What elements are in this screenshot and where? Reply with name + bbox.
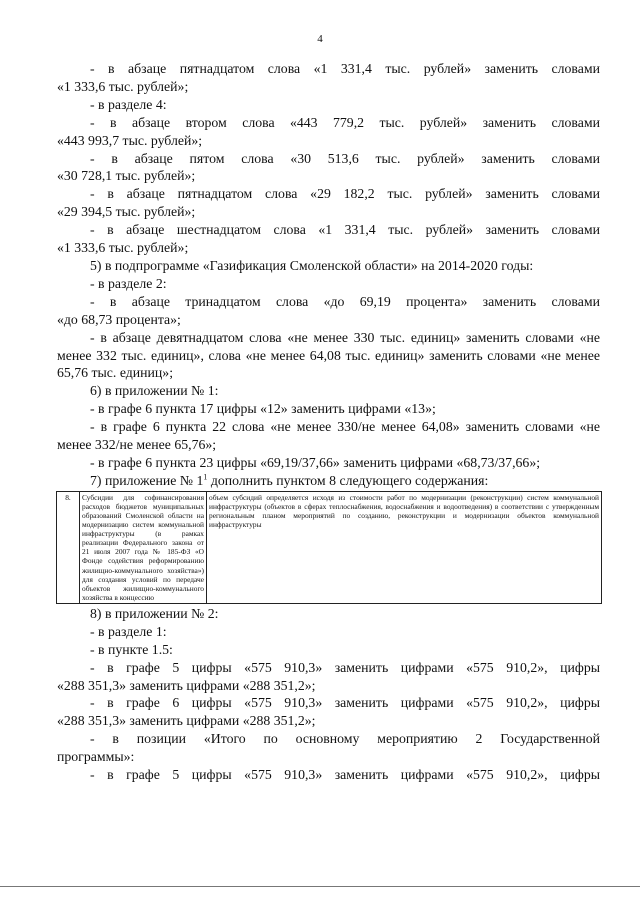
page-number: 4 (317, 33, 323, 45)
text-line: «443 993,7 тыс. рублей»; (57, 132, 203, 148)
text-line: - в графе 6 пункта 17 цифры «12» заменить цифрами «13»; (90, 401, 436, 417)
page-bottom-edge (0, 886, 640, 887)
text-line: «до 68,73 процента»; (57, 311, 181, 327)
text-line: - в пункте 1.5: (90, 641, 173, 657)
text-line: - в графе 6 пункта 23 цифры «69,19/37,66» заменить цифрами «68,73/37,66»; (90, 454, 541, 470)
table-cell-number: 8. (57, 491, 80, 603)
text-line: - в абзаце шестнадцатом слова «1 331,4 тыс. рублей» заменить словами (90, 222, 600, 238)
text-fragment: дополнить пунктом 8 следующего содержания: (207, 472, 489, 488)
text-line: - в абзаце пятом слова «30 513,6 тыс. рублей» заменить словами (90, 150, 600, 166)
text-line: - в абзаце тринадцатом слова «до 69,19 процента» заменить словами (90, 293, 600, 309)
text-line: - в позиции «Итого по основному мероприятию 2 Государственной (90, 731, 600, 747)
text-line: - в графе 5 цифры «575 910,3» заменить цифрами «575 910,2», цифры (90, 659, 600, 675)
text-line: «288 351,3» заменить цифрами «288 351,2»; (57, 677, 316, 693)
table-cell-text: объем субсидий определяется исходя из стоимости работ по модернизации (реконструкции) систем коммунальной инфраструктуры (объектов в сферах теплоснабжения, водоснабжения и водоотведения) в соответствии с утвержденным региональным планом мероприятий по созданию, реконструкции и модернизации объектов коммунальной инфраструктуры (209, 492, 599, 530)
text-line: «29 394,5 тыс. рублей»; (57, 204, 196, 220)
table-row (57, 491, 602, 603)
text-line: - в разделе 1: (90, 623, 167, 639)
paragraph: - в абзаце девятнадцатом слова «не менее 330 тыс. единиц» заменить словами «не менее 332 тыс. единиц», слова «не менее 64,08 тыс. единиц» заменить словами «не менее 65,76 тыс. единиц»; (57, 329, 600, 381)
table-cell-description (207, 491, 602, 603)
text-line: «1 333,6 тыс. рублей»; (57, 240, 189, 256)
text-line: «1 333,6 тыс. рублей»; (57, 78, 189, 94)
inserted-table (56, 491, 602, 604)
text-line: «288 351,3» заменить цифрами «288 351,2»; (57, 713, 316, 729)
text-line: - в разделе 4: (90, 96, 167, 112)
text-fragment: 7) приложение № 1 (90, 472, 204, 488)
document-body (57, 60, 600, 784)
text-line: - в графе 6 цифры «575 910,3» заменить цифрами «575 910,2», цифры (90, 695, 600, 711)
text-line: - в абзаце пятнадцатом слова «29 182,2 тыс. рублей» заменить словами (90, 186, 600, 202)
text-line: - в абзаце втором слова «443 779,2 тыс. рублей» заменить словами (90, 114, 600, 130)
subsection-heading: 8) в приложении № 2: (90, 605, 219, 621)
text-line: - в графе 5 цифры «575 910,3» заменить цифрами «575 910,2», цифры (90, 767, 600, 783)
subsection-heading (57, 472, 600, 490)
table-cell-name: Субсидии для софинансирования расходов бюджетов муниципальных образований Смоленской области на модернизацию систем коммунальной инфраструктуры (в рамках реализации Федерального закона от 21 июля 2007 года № 185-ФЗ «О Фонде содействия реформированию жилищно-коммунального хозяйства») для создания условий по передаче объектов жилищно-коммунального хозяйства в концессию (80, 491, 207, 603)
text-line: программы»: (57, 749, 135, 765)
superscript: 1 (203, 472, 208, 482)
subsection-heading: 6) в приложении № 1: (90, 383, 219, 399)
text-line: - в абзаце пятнадцатом слова «1 331,4 тыс. рублей» заменить словами (90, 61, 600, 76)
paragraph: - в графе 6 пункта 22 слова «не менее 330/не менее 64,08» заменить словами «не менее 332/не менее 65,76»; (57, 419, 600, 453)
text-line: - в разделе 2: (90, 275, 167, 291)
text-line: «30 728,1 тыс. рублей»; (57, 168, 196, 184)
subsection-heading: 5) в подпрограмме «Газификация Смоленской области» на 2014-2020 годы: (90, 257, 534, 273)
